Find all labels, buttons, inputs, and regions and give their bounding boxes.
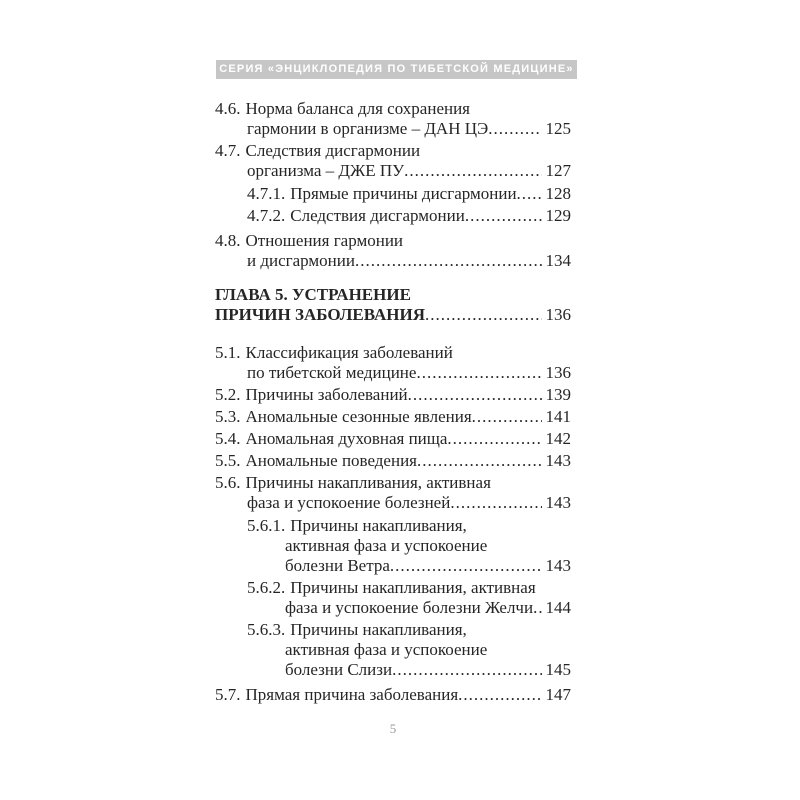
entry-text: Аномальные поведения xyxy=(245,451,417,470)
toc-line xyxy=(215,516,571,536)
entry-text: Прямая причина заболевания xyxy=(245,685,459,704)
toc-entry-5-6 xyxy=(215,473,571,513)
entry-text: Причины накапливания, активная xyxy=(290,578,536,597)
entry-text: Норма баланса для сохранения xyxy=(245,99,471,118)
entry-text: Причины накапливания, xyxy=(290,516,467,535)
toc-line xyxy=(215,429,571,449)
dot-leader xyxy=(404,161,541,181)
toc-line xyxy=(215,119,571,139)
entry-text: Следствия дисгармонии xyxy=(245,141,421,160)
toc-line xyxy=(215,451,571,471)
toc-line xyxy=(215,660,571,680)
toc-line xyxy=(215,363,571,383)
page-ref: 147 xyxy=(545,685,571,704)
entry-text: по тибетской медицине xyxy=(247,363,417,382)
toc-line xyxy=(215,578,571,598)
entry-text: Прямые причины дисгармонии xyxy=(290,184,517,203)
dot-leader xyxy=(425,305,541,325)
dot-leader xyxy=(488,119,541,139)
entry-number: 5.3. xyxy=(215,407,241,426)
series-banner-text: СЕРИЯ «ЭНЦИКЛОПЕДИЯ ПО ТИБЕТСКОЙ МЕДИЦИНЕ» xyxy=(219,63,574,75)
dot-leader xyxy=(392,660,541,680)
page-ref: 143 xyxy=(545,493,571,512)
page-ref: 128 xyxy=(545,184,571,203)
dot-leader xyxy=(533,598,541,618)
toc-line xyxy=(215,598,571,618)
entry-number: 4.7.2. xyxy=(247,206,286,225)
toc-entry-4-7-2 xyxy=(215,206,571,226)
entry-number: 5.6. xyxy=(215,473,241,492)
toc-line xyxy=(215,556,571,576)
page-ref: 136 xyxy=(545,363,571,382)
dot-leader xyxy=(408,385,542,405)
toc-line xyxy=(215,305,571,325)
page-ref: 141 xyxy=(545,407,571,426)
dot-leader xyxy=(450,493,541,513)
page-ref: 125 xyxy=(545,119,571,138)
toc-entry-5-3 xyxy=(215,407,571,427)
toc-entry-5-6-3 xyxy=(215,620,571,680)
entry-text: болезни Ветра xyxy=(285,556,390,575)
toc-entry-5-1 xyxy=(215,343,571,383)
entry-text: Причины накапливания, активная xyxy=(245,473,491,492)
toc-entry-5-5 xyxy=(215,451,571,471)
page-ref: 144 xyxy=(545,598,571,617)
series-banner xyxy=(216,60,577,79)
dot-leader xyxy=(390,556,542,576)
toc-line xyxy=(215,620,571,640)
chapter-title-line: ГЛАВА 5. УСТРАНЕНИЕ xyxy=(215,285,411,304)
entry-text: активная фаза и успокоение xyxy=(285,640,488,659)
dot-leader xyxy=(447,429,541,449)
dot-leader xyxy=(517,184,542,204)
dot-leader xyxy=(417,451,542,471)
toc-line xyxy=(215,685,571,705)
toc-line xyxy=(215,343,571,363)
toc-line xyxy=(215,161,571,181)
page-ref: 143 xyxy=(545,451,571,470)
entry-text: Причины заболеваний xyxy=(245,385,408,404)
page-ref: 129 xyxy=(545,206,571,225)
entry-text: Аномальные сезонные явления xyxy=(245,407,472,426)
entry-number: 5.5. xyxy=(215,451,241,470)
page-ref: 139 xyxy=(545,385,571,404)
entry-text: Аномальная духовная пища xyxy=(245,429,448,448)
entry-text: фаза и успокоение болезней xyxy=(247,493,451,512)
toc-entry-5-2 xyxy=(215,385,571,405)
toc-line xyxy=(215,99,571,119)
page-ref: 143 xyxy=(545,556,571,575)
toc-line xyxy=(215,285,571,305)
toc-line xyxy=(215,184,571,204)
page-ref: 145 xyxy=(545,660,571,679)
entry-number: 4.6. xyxy=(215,99,241,118)
table-of-contents xyxy=(215,99,571,705)
entry-number: 5.2. xyxy=(215,385,241,404)
toc-line xyxy=(215,407,571,427)
toc-line xyxy=(215,141,571,161)
toc-line xyxy=(215,536,571,556)
toc-line xyxy=(215,251,571,271)
entry-number: 4.7. xyxy=(215,141,241,160)
entry-text: болезни Слизи xyxy=(285,660,393,679)
entry-number: 5.4. xyxy=(215,429,241,448)
entry-text: Классификация заболеваний xyxy=(245,343,453,362)
toc-line xyxy=(215,473,571,493)
page-ref: 136 xyxy=(545,305,571,324)
entry-number: 5.6.1. xyxy=(247,516,286,535)
toc-entry-4-6 xyxy=(215,99,571,139)
chapter-title-line: ПРИЧИН ЗАБОЛЕВАНИЯ xyxy=(215,305,426,324)
footer-page-number: 5 xyxy=(389,721,397,736)
entry-number: 5.7. xyxy=(215,685,241,704)
entry-number: 5.1. xyxy=(215,343,241,362)
dot-leader xyxy=(355,251,542,271)
toc-entry-5-6-1 xyxy=(215,516,571,576)
toc-line xyxy=(215,493,571,513)
entry-number: 5.6.2. xyxy=(247,578,286,597)
toc-line xyxy=(215,206,571,226)
entry-text: активная фаза и успокоение xyxy=(285,536,488,555)
entry-number: 4.8. xyxy=(215,231,241,250)
dot-leader xyxy=(472,407,542,427)
chapter-heading xyxy=(215,285,571,325)
entry-text: фаза и успокоение болезни Желчи xyxy=(285,598,534,617)
toc-entry-4-8 xyxy=(215,231,571,271)
dot-leader xyxy=(465,206,542,226)
entry-text: Отношения гармонии xyxy=(245,231,404,250)
entry-text: гармонии в организме – ДАН ЦЭ xyxy=(247,119,489,138)
toc-entry-5-6-2 xyxy=(215,578,571,618)
toc-line xyxy=(215,385,571,405)
dot-leader xyxy=(458,685,541,705)
page-ref: 134 xyxy=(545,251,571,270)
toc-line xyxy=(215,640,571,660)
entry-text: организма – ДЖЕ ПУ xyxy=(247,161,405,180)
toc-entry-4-7-1 xyxy=(215,184,571,204)
page-ref: 142 xyxy=(545,429,571,448)
dot-leader xyxy=(416,363,541,383)
entry-text: Причины накапливания, xyxy=(290,620,467,639)
entry-text: и дисгармонии xyxy=(247,251,355,270)
toc-line xyxy=(215,231,571,251)
entry-text: Следствия дисгармонии xyxy=(290,206,465,225)
page-ref: 127 xyxy=(545,161,571,180)
entry-number: 5.6.3. xyxy=(247,620,286,639)
toc-entry-5-7 xyxy=(215,685,571,705)
toc-entry-4-7 xyxy=(215,141,571,181)
entry-number: 4.7.1. xyxy=(247,184,286,203)
toc-entry-5-4 xyxy=(215,429,571,449)
